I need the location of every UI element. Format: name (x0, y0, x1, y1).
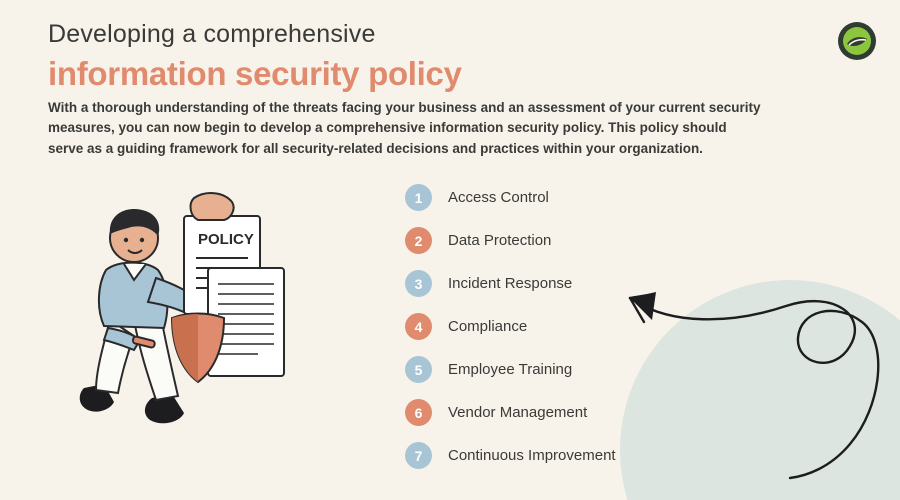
page-title (48, 20, 788, 93)
title-line-1: Developing a comprehensive (48, 20, 376, 48)
list-item-label: Incident Response (448, 275, 573, 292)
policy-component-list (405, 176, 825, 477)
list-item (405, 391, 825, 434)
title-line-2: information security policy (48, 55, 462, 92)
list-item-label: Continuous Improvement (448, 447, 616, 464)
list-item (405, 219, 825, 262)
list-item (405, 305, 825, 348)
list-item (405, 262, 825, 305)
illustration-person-with-policy (48, 180, 338, 440)
list-item (405, 176, 825, 219)
list-item-label: Compliance (448, 318, 528, 335)
list-item (405, 434, 825, 477)
list-item-label: Employee Training (448, 361, 573, 378)
list-item-label: Data Protection (448, 232, 552, 249)
list-item-label: Access Control (448, 189, 549, 206)
brand-logo-icon (838, 22, 876, 60)
list-item (405, 348, 825, 391)
list-item-number: 1 (405, 184, 432, 211)
list-item-number: 2 (405, 227, 432, 254)
list-item-number: 4 (405, 313, 432, 340)
list-item-number: 5 (405, 356, 432, 383)
intro-paragraph: With a thorough understanding of the threats facing your business and an assessment of your current security measures, you can now begin to develop a comprehensive information security policy. This policy should serve as a guiding framework for all security-related decisions and practices within your organization. (48, 100, 761, 156)
svg-text:POLICY: POLICY (198, 231, 254, 248)
list-item-number: 7 (405, 442, 432, 469)
list-item-label: Vendor Management (448, 404, 588, 421)
list-item-number: 3 (405, 270, 432, 297)
list-item-number: 6 (405, 399, 432, 426)
